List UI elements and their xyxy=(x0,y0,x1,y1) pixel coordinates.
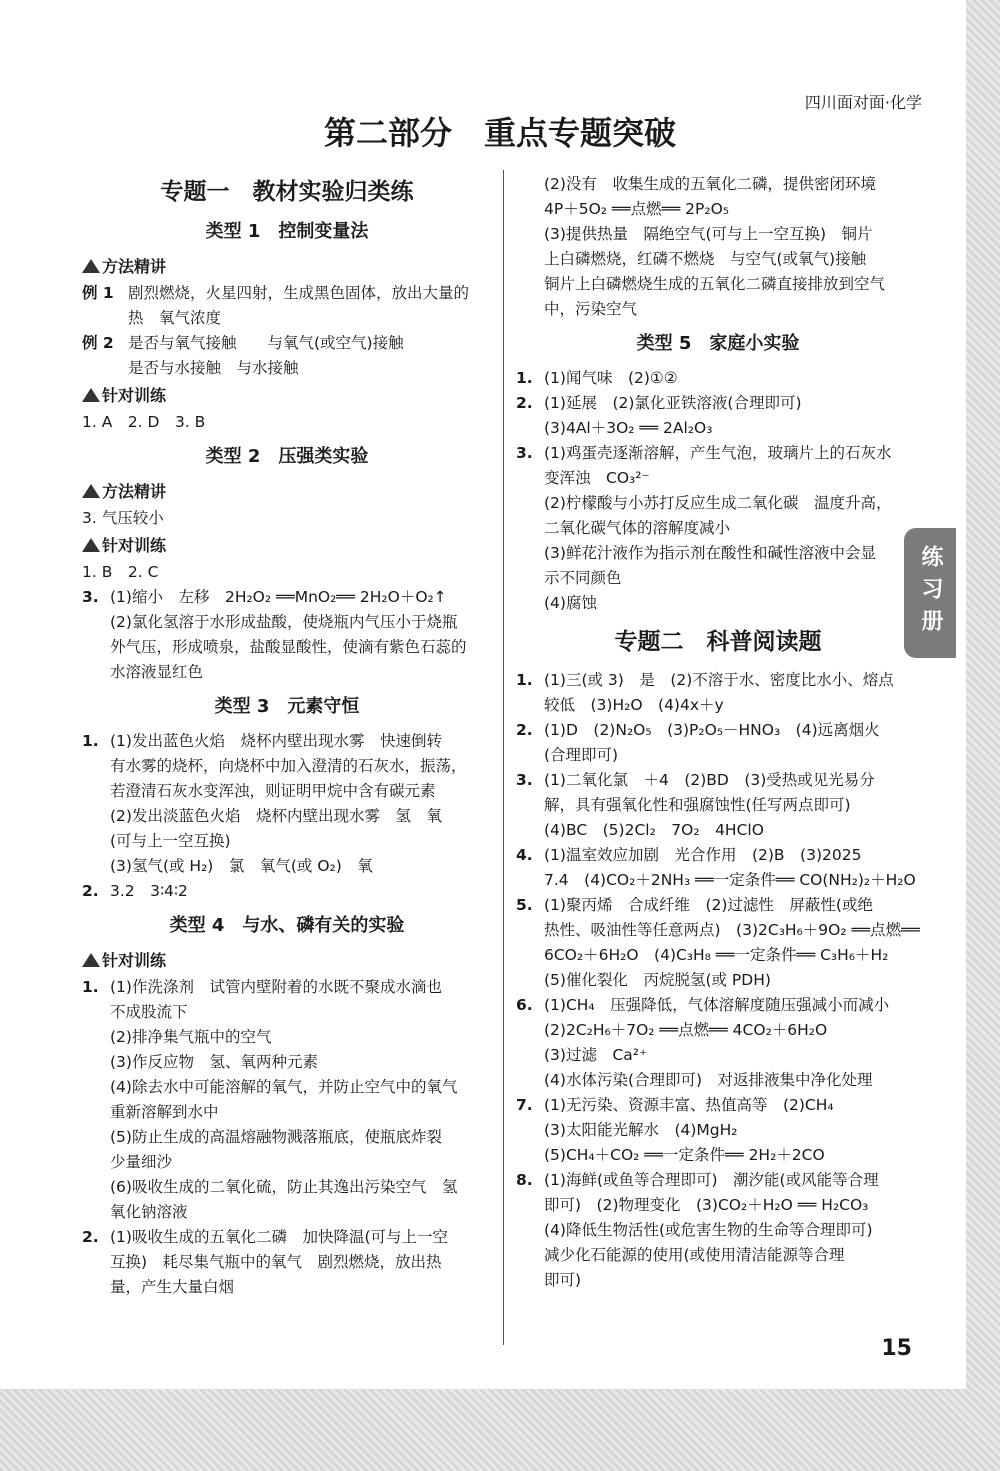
page-header: 四川面对面·化学 xyxy=(804,93,922,112)
method-answer: 3. 气压较小 xyxy=(82,509,164,527)
question-2: 2. (1)延展 (2)氯化亚铁溶液(合理即可) (3)4Al＋3O₂ ══ 2Al₂O₃ xyxy=(516,394,802,437)
triangle-icon xyxy=(82,953,100,967)
practice-label: 针对训练 xyxy=(82,383,492,408)
page-number: 15 xyxy=(881,1336,912,1361)
method-label: 方法精讲 xyxy=(82,479,492,504)
question-2: 2. (1)吸收生成的五氧化二磷 加快降温(可与上一空 互换) 耗尽集气瓶中的氧气 剧烈燃烧，放出热 量，产生大量白烟 xyxy=(82,1228,449,1296)
question-7: 7. (1)无污染、资源丰富、热值高等 (2)CH₄ (3)太阳能光解水 (4)MgH₂ (5)CH₄＋CO₂ ══一定条件══ 2H₂＋2CO xyxy=(516,1096,834,1164)
decorative-strip-bottom xyxy=(0,1389,1000,1471)
left-column xyxy=(82,172,492,1300)
practice-answers: 1. B 2. C xyxy=(82,563,159,581)
type1-heading: 类型 1 控制变量法 xyxy=(205,221,369,242)
chapter-heading-1: 专题一 教材实验归类练 xyxy=(160,179,414,205)
type5-heading: 类型 5 家庭小实验 xyxy=(636,333,800,354)
type3-heading: 类型 3 元素守恒 xyxy=(214,696,360,717)
triangle-icon xyxy=(82,538,100,552)
chapter-heading-2: 专题二 科普阅读题 xyxy=(614,629,822,655)
question-3: 3. (1)缩小 左移 2H₂O₂ ══MnO₂══ 2H₂O＋O₂↑ (2)氯化氢溶于水形成盐酸，使烧瓶内气压小于烧瓶 外气压，形成喷泉，盐酸显酸性，使滴有紫色石蕊的 水溶液显红色 xyxy=(82,588,467,681)
question-6: 6. (1)CH₄ 压强降低，气体溶解度随压强减小而减小 (2)2C₂H₆＋7O₂ ══点燃══ 4CO₂＋6H₂O (3)过滤 Ca²⁺ (4)水体污染(合理即可) 对返排液集中净化处理 xyxy=(516,996,890,1089)
question-1: 1. (1)发出蓝色火焰 烧杯内壁出现水雾 快速倒转 有水雾的烧杯，向烧杯中加入澄清的石灰水，振荡， 若澄清石灰水变浑浊，则证明甲烷中含有碳元素 (2)发出淡蓝色火焰 烧杯内壁出现水雾 氢 氧 (可与上一空互换) (3)氢气(或 H₂) 氯 氧气(或 O₂) 氧 xyxy=(82,732,467,875)
triangle-icon xyxy=(82,259,100,273)
chapter2-list xyxy=(516,668,920,1293)
example-2: 例 2 是否与氧气接触 与氧气(或空气)接触 是否与水接触 与水接触 xyxy=(82,334,404,377)
practice-answers: 1. A 2. D 3. B xyxy=(82,413,206,431)
triangle-icon xyxy=(82,484,100,498)
question-5: 5. (1)聚丙烯 合成纤维 (2)过滤性 屏蔽性(或绝 热性、吸油性等任意两点) (3)2C₃H₆＋9O₂ ══点燃══ 6CO₂＋6H₂O (4)C₃H₈ ══一定条件══ C₃H₆＋H₂ (5)催化裂化 丙烷脱氢(或 PDH) xyxy=(516,896,920,989)
method-label: 方法精讲 xyxy=(82,254,492,279)
type2-heading: 类型 2 压强类实验 xyxy=(205,446,369,467)
continued-answer: (2)没有 收集生成的五氧化二磷，提供密闭环境 4P＋5O₂ ══点燃══ 2P₂O₅ (3)提供热量 隔绝空气(可与上一空互换) 铜片 上白磷燃烧，红磷不燃烧 与空气(或氧气)接触 铜片上白磷燃烧生成的五氧化二磷直接排放到空气 中，污染空气 xyxy=(544,175,886,318)
question-2: 2. 3.2 3∶4∶2 xyxy=(82,882,188,900)
page-title: 第二部分 重点专题突破 xyxy=(323,114,676,152)
question-4: 4. (1)温室效应加剧 光合作用 (2)B (3)2025 7.4 (4)CO₂＋2NH₃ ══一定条件══ CO(NH₂)₂＋H₂O xyxy=(516,846,916,889)
question-1: 1. (1)作洗涤剂 试管内壁附着的水既不聚成水滴也 不成股流下 (2)排净集气瓶中的空气 (3)作反应物 氢、氧两种元素 (4)除去水中可能溶解的氧气，并防止空气中的氧气 重新溶解到水中 (5)防止生成的高温熔融物溅落瓶底，使瓶底炸裂 少量细沙 (6)吸收生成的二氧化硫，防止其逸出污染空气 氢 氧化钠溶液 xyxy=(82,978,458,1221)
decorative-strip-right xyxy=(966,0,1000,1471)
type5-list xyxy=(516,366,920,616)
example-1: 例 1 剧烈燃烧，火星四射，生成黑色固体，放出大量的 热 氧气浓度 xyxy=(82,284,470,327)
practice-label: 针对训练 xyxy=(82,533,492,558)
question-3: 3. (1)二氧化氯 ＋4 (2)BD (3)受热或见光易分 解，具有强氧化性和强腐蚀性(任写两点即可) (4)BC (5)2Cl₂ 7O₂ 4HClO xyxy=(516,771,875,839)
column-divider xyxy=(503,170,504,1345)
question-1: 1. (1)闻气味 (2)①② xyxy=(516,369,678,387)
triangle-icon xyxy=(82,388,100,402)
question-2: 2. (1)D (2)N₂O₅ (3)P₂O₅－HNO₃ (4)远离烟火 (合理即可) xyxy=(516,721,880,764)
question-3: 3. (1)鸡蛋壳逐渐溶解，产生气泡，玻璃片上的石灰水 变浑浊 CO₃²⁻ (2)柠檬酸与小苏打反应生成二氧化碳 温度升高， 二氧化碳气体的溶解度减小 (3)鲜花汁液作为指示剂在酸性和碱性溶液中会显 示不同颜色 (4)腐蚀 xyxy=(516,444,892,612)
side-tab: 练习册 xyxy=(904,528,956,658)
practice-label: 针对训练 xyxy=(82,948,492,973)
type4-heading: 类型 4 与水、磷有关的实验 xyxy=(169,915,405,936)
question-8: 8. (1)海鲜(或鱼等合理即可) 潮汐能(或风能等合理 即可) (2)物理变化 (3)CO₂＋H₂O ══ H₂CO₃ (4)降低生物活性(或危害生物的生命等合理即可) 减少化石能源的使用(或使用清洁能源等合理 即可) xyxy=(516,1171,879,1289)
right-column xyxy=(516,172,920,1293)
question-1: 1. (1)三(或 3) 是 (2)不溶于水、密度比水小、熔点 较低 (3)H₂O (4)4x＋y xyxy=(516,671,894,714)
